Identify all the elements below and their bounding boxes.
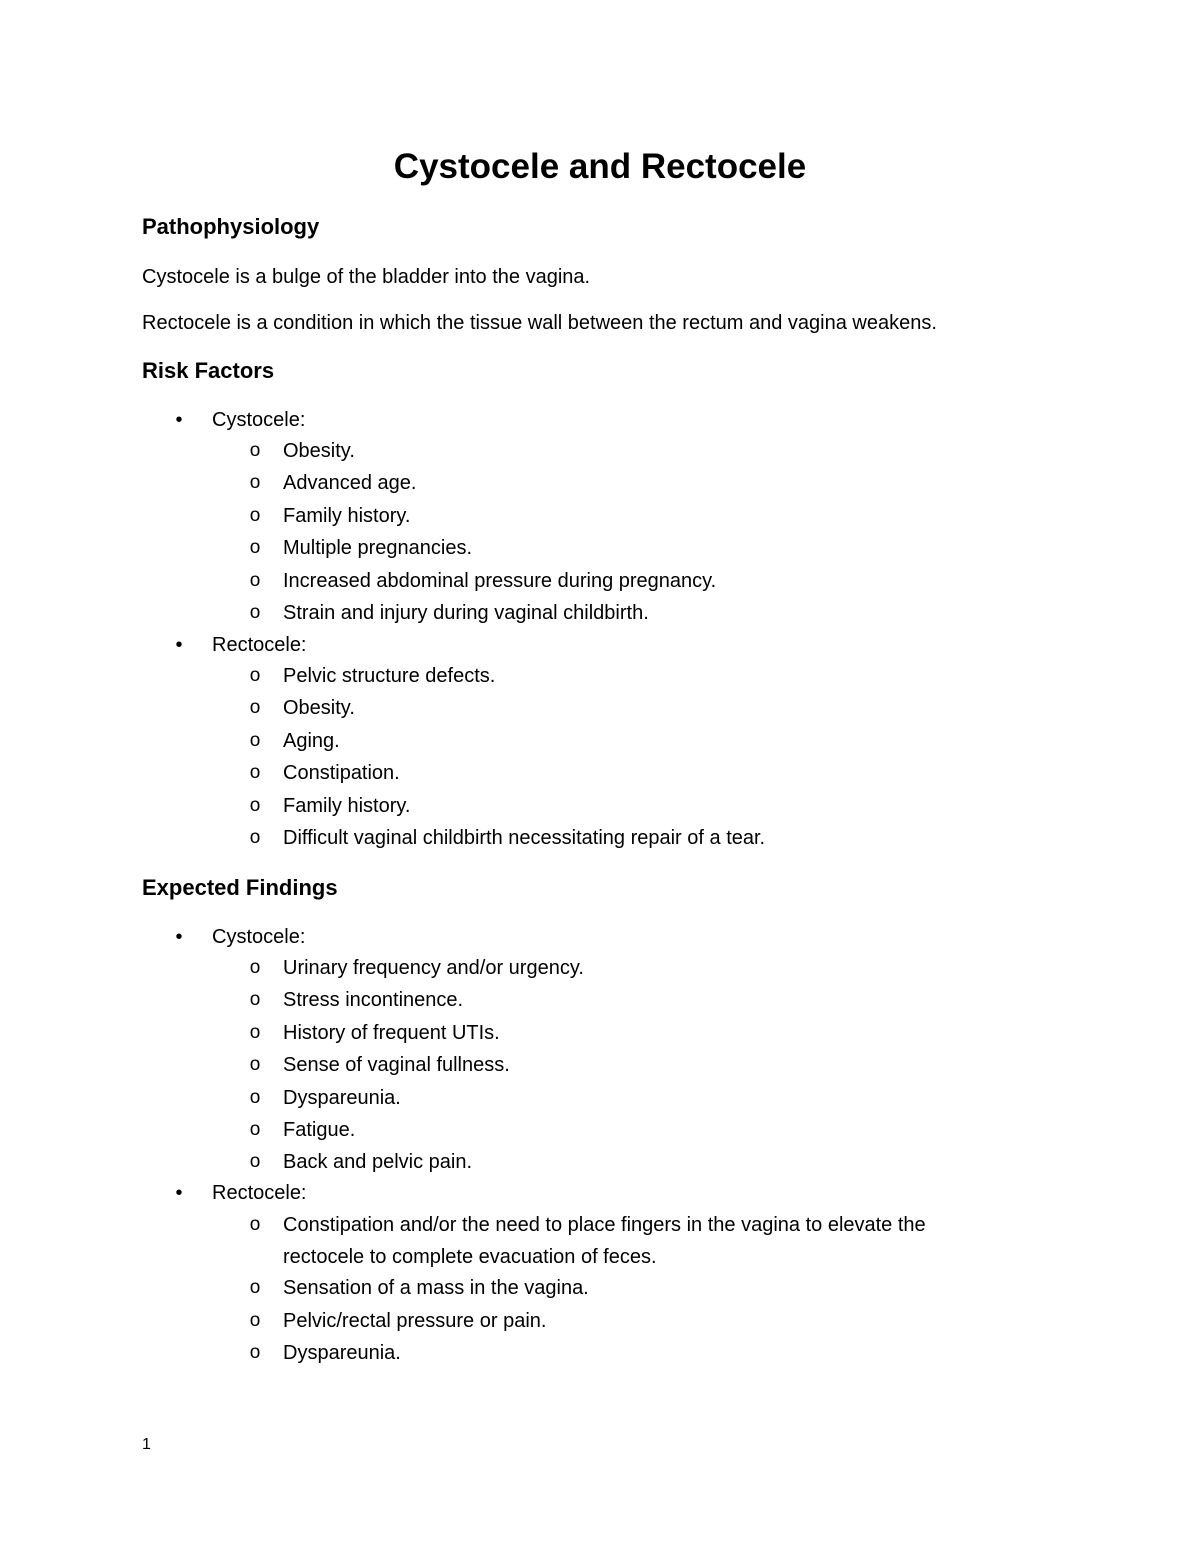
sub-bullet-marker: o: [249, 1119, 261, 1140]
findings-cystocele-label: Cystocele:: [212, 926, 306, 948]
list-item: Constipation and/or the need to place fingers in the vagina to elevate the rectocele to complete evacuation of feces.: [283, 1214, 926, 1268]
bullet-marker: •: [175, 1182, 183, 1204]
list-item: Urinary frequency and/or urgency.: [283, 957, 584, 979]
bullet-marker: •: [175, 926, 183, 948]
list-item: Back and pelvic pain.: [283, 1151, 473, 1173]
list-item: Obesity.: [283, 440, 355, 462]
page-number: 1: [142, 1436, 151, 1453]
sub-bullet-marker: o: [249, 665, 261, 686]
sub-bullet-marker: o: [249, 440, 261, 461]
bullet-marker: •: [175, 409, 183, 431]
sub-bullet-marker: o: [249, 957, 261, 978]
sub-bullet-marker: o: [249, 795, 261, 816]
findings-rectocele-label: Rectocele:: [212, 1182, 307, 1204]
list-item: Constipation.: [283, 762, 400, 784]
list-item: Multiple pregnancies.: [283, 537, 472, 559]
sub-bullet-marker: o: [249, 570, 261, 591]
list-item: Family history.: [283, 505, 411, 527]
sub-bullet-marker: o: [249, 472, 261, 493]
list-item: Pelvic structure defects.: [283, 665, 496, 687]
list-item: Family history.: [283, 795, 411, 817]
paragraph-cystocele-definition: Cystocele is a bulge of the bladder into the vagina.: [142, 266, 591, 288]
list-item: Strain and injury during vaginal childbirth.: [283, 602, 649, 624]
list-item: Difficult vaginal childbirth necessitating repair of a tear.: [283, 827, 766, 849]
sub-bullet-marker: o: [249, 1342, 261, 1363]
list-item: Stress incontinence.: [283, 989, 464, 1011]
heading-expected-findings: Expected Findings: [142, 875, 338, 900]
sub-bullet-marker: o: [249, 1310, 261, 1331]
list-item: Sensation of a mass in the vagina.: [283, 1277, 589, 1299]
sub-bullet-marker: o: [249, 1054, 261, 1075]
bullet-marker: •: [175, 634, 183, 656]
sub-bullet-marker: o: [249, 1087, 261, 1108]
sub-bullet-marker: o: [249, 827, 261, 848]
risk-cystocele-label: Cystocele:: [212, 409, 306, 431]
risk-rectocele-label: Rectocele:: [212, 634, 307, 656]
list-item: Increased abdominal pressure during pregnancy.: [283, 570, 717, 592]
sub-bullet-marker: o: [249, 762, 261, 783]
heading-pathophysiology: Pathophysiology: [142, 214, 320, 239]
sub-bullet-marker: o: [249, 537, 261, 558]
document-title: Cystocele and Rectocele: [393, 147, 807, 186]
sub-bullet-marker: o: [249, 1214, 261, 1235]
list-item: Obesity.: [283, 697, 355, 719]
sub-bullet-marker: o: [249, 602, 261, 623]
paragraph-rectocele-definition: Rectocele is a condition in which the tissue wall between the rectum and vagina weakens.: [142, 312, 937, 334]
list-item: Advanced age.: [283, 472, 417, 494]
sub-bullet-marker: o: [249, 1277, 261, 1298]
sub-bullet-marker: o: [249, 505, 261, 526]
sub-bullet-marker: o: [249, 989, 261, 1010]
list-item: Fatigue.: [283, 1119, 356, 1141]
list-item: Aging.: [283, 730, 340, 752]
list-item: History of frequent UTIs.: [283, 1022, 500, 1044]
sub-bullet-marker: o: [249, 730, 261, 751]
heading-risk-factors: Risk Factors: [142, 358, 275, 383]
list-item: Sense of vaginal fullness.: [283, 1054, 510, 1076]
list-item: Dyspareunia.: [283, 1342, 401, 1364]
list-item: Dyspareunia.: [283, 1087, 401, 1109]
sub-bullet-marker: o: [249, 1151, 261, 1172]
sub-bullet-marker: o: [249, 1022, 261, 1043]
sub-bullet-marker: o: [249, 697, 261, 718]
list-item: Pelvic/rectal pressure or pain.: [283, 1310, 547, 1332]
